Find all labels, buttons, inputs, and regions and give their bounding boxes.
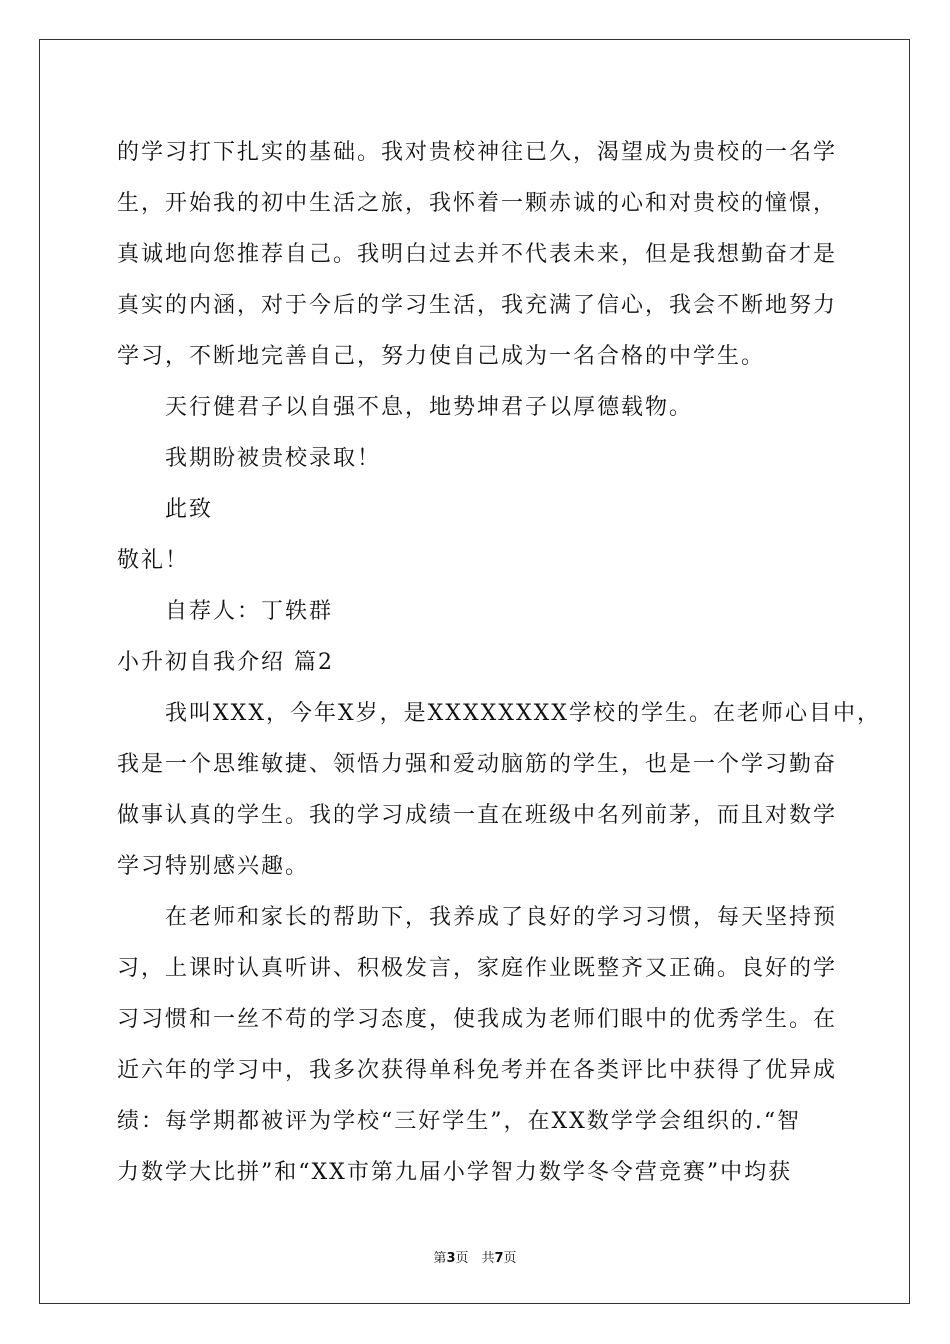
closing-line: 此致 bbox=[165, 497, 214, 522]
text-line: 近六年的学习中，我多次获得单科免考并在各类评比中获得了优异成 bbox=[117, 1058, 838, 1083]
text-line: 绩：每学期都被评为学校“三好学生”，在XX数学学会组织的.“智 bbox=[117, 1109, 802, 1134]
text-line: 真诚地向您推荐自己。我明白过去并不代表未来，但是我想勤奋才是 bbox=[117, 242, 838, 267]
text-line: 我期盼被贵校录取！ bbox=[165, 446, 382, 471]
text-line: 学习特别感兴趣。 bbox=[117, 854, 310, 879]
page-footer bbox=[0, 1247, 950, 1266]
total-pages-number: 7 bbox=[494, 1251, 504, 1266]
section-heading: 小升初自我介绍 篇2 bbox=[117, 650, 334, 675]
text-line: 学习，不断地完善自己，努力使自己成为一名合格的中学生。 bbox=[117, 344, 766, 369]
text-line: 在老师和家长的帮助下，我养成了良好的学习习惯，每天坚持预 bbox=[165, 905, 838, 930]
salutation-line: 敬礼！ bbox=[117, 548, 190, 573]
document-body bbox=[117, 127, 881, 1198]
footer-suffix: 页 bbox=[503, 1251, 517, 1266]
footer-prefix: 第 bbox=[433, 1251, 447, 1266]
text-line: 力数学大比拼”和“XX市第九届小学智力数学冬令营竞赛”中均获 bbox=[117, 1160, 793, 1185]
text-line: 真实的内涵，对于今后的学习生活，我充满了信心，我会不断地努力 bbox=[117, 293, 838, 318]
current-page-number: 3 bbox=[446, 1251, 456, 1266]
signature-line: 自荐人：丁轶群 bbox=[165, 599, 334, 624]
text-line: 习习惯和一丝不苟的学习态度，使我成为老师们眼中的优秀学生。在 bbox=[117, 1007, 838, 1032]
text-line: 的学习打下扎实的基础。我对贵校神往已久，渴望成为贵校的一名学 bbox=[117, 140, 838, 165]
text-line: 习，上课时认真听讲、积极发言，家庭作业既整齐又正确。良好的学 bbox=[117, 956, 838, 981]
text-line: 生，开始我的初中生活之旅，我怀着一颗赤诚的心和对贵校的憧憬， bbox=[117, 191, 838, 216]
text-line: 做事认真的学生。我的学习成绩一直在班级中名列前茅，而且对数学 bbox=[117, 803, 838, 828]
text-line: 我是一个思维敏捷、领悟力强和爱动脑筋的学生，也是一个学习勤奋 bbox=[117, 752, 838, 777]
motto-line: 天行健君子以自强不息，地势坤君子以厚德载物。 bbox=[165, 395, 694, 420]
footer-middle: 页 共 bbox=[455, 1251, 495, 1266]
text-line: 我叫XXX，今年X岁，是XXXXXXXX学校的学生。在老师心目中， bbox=[165, 701, 881, 726]
